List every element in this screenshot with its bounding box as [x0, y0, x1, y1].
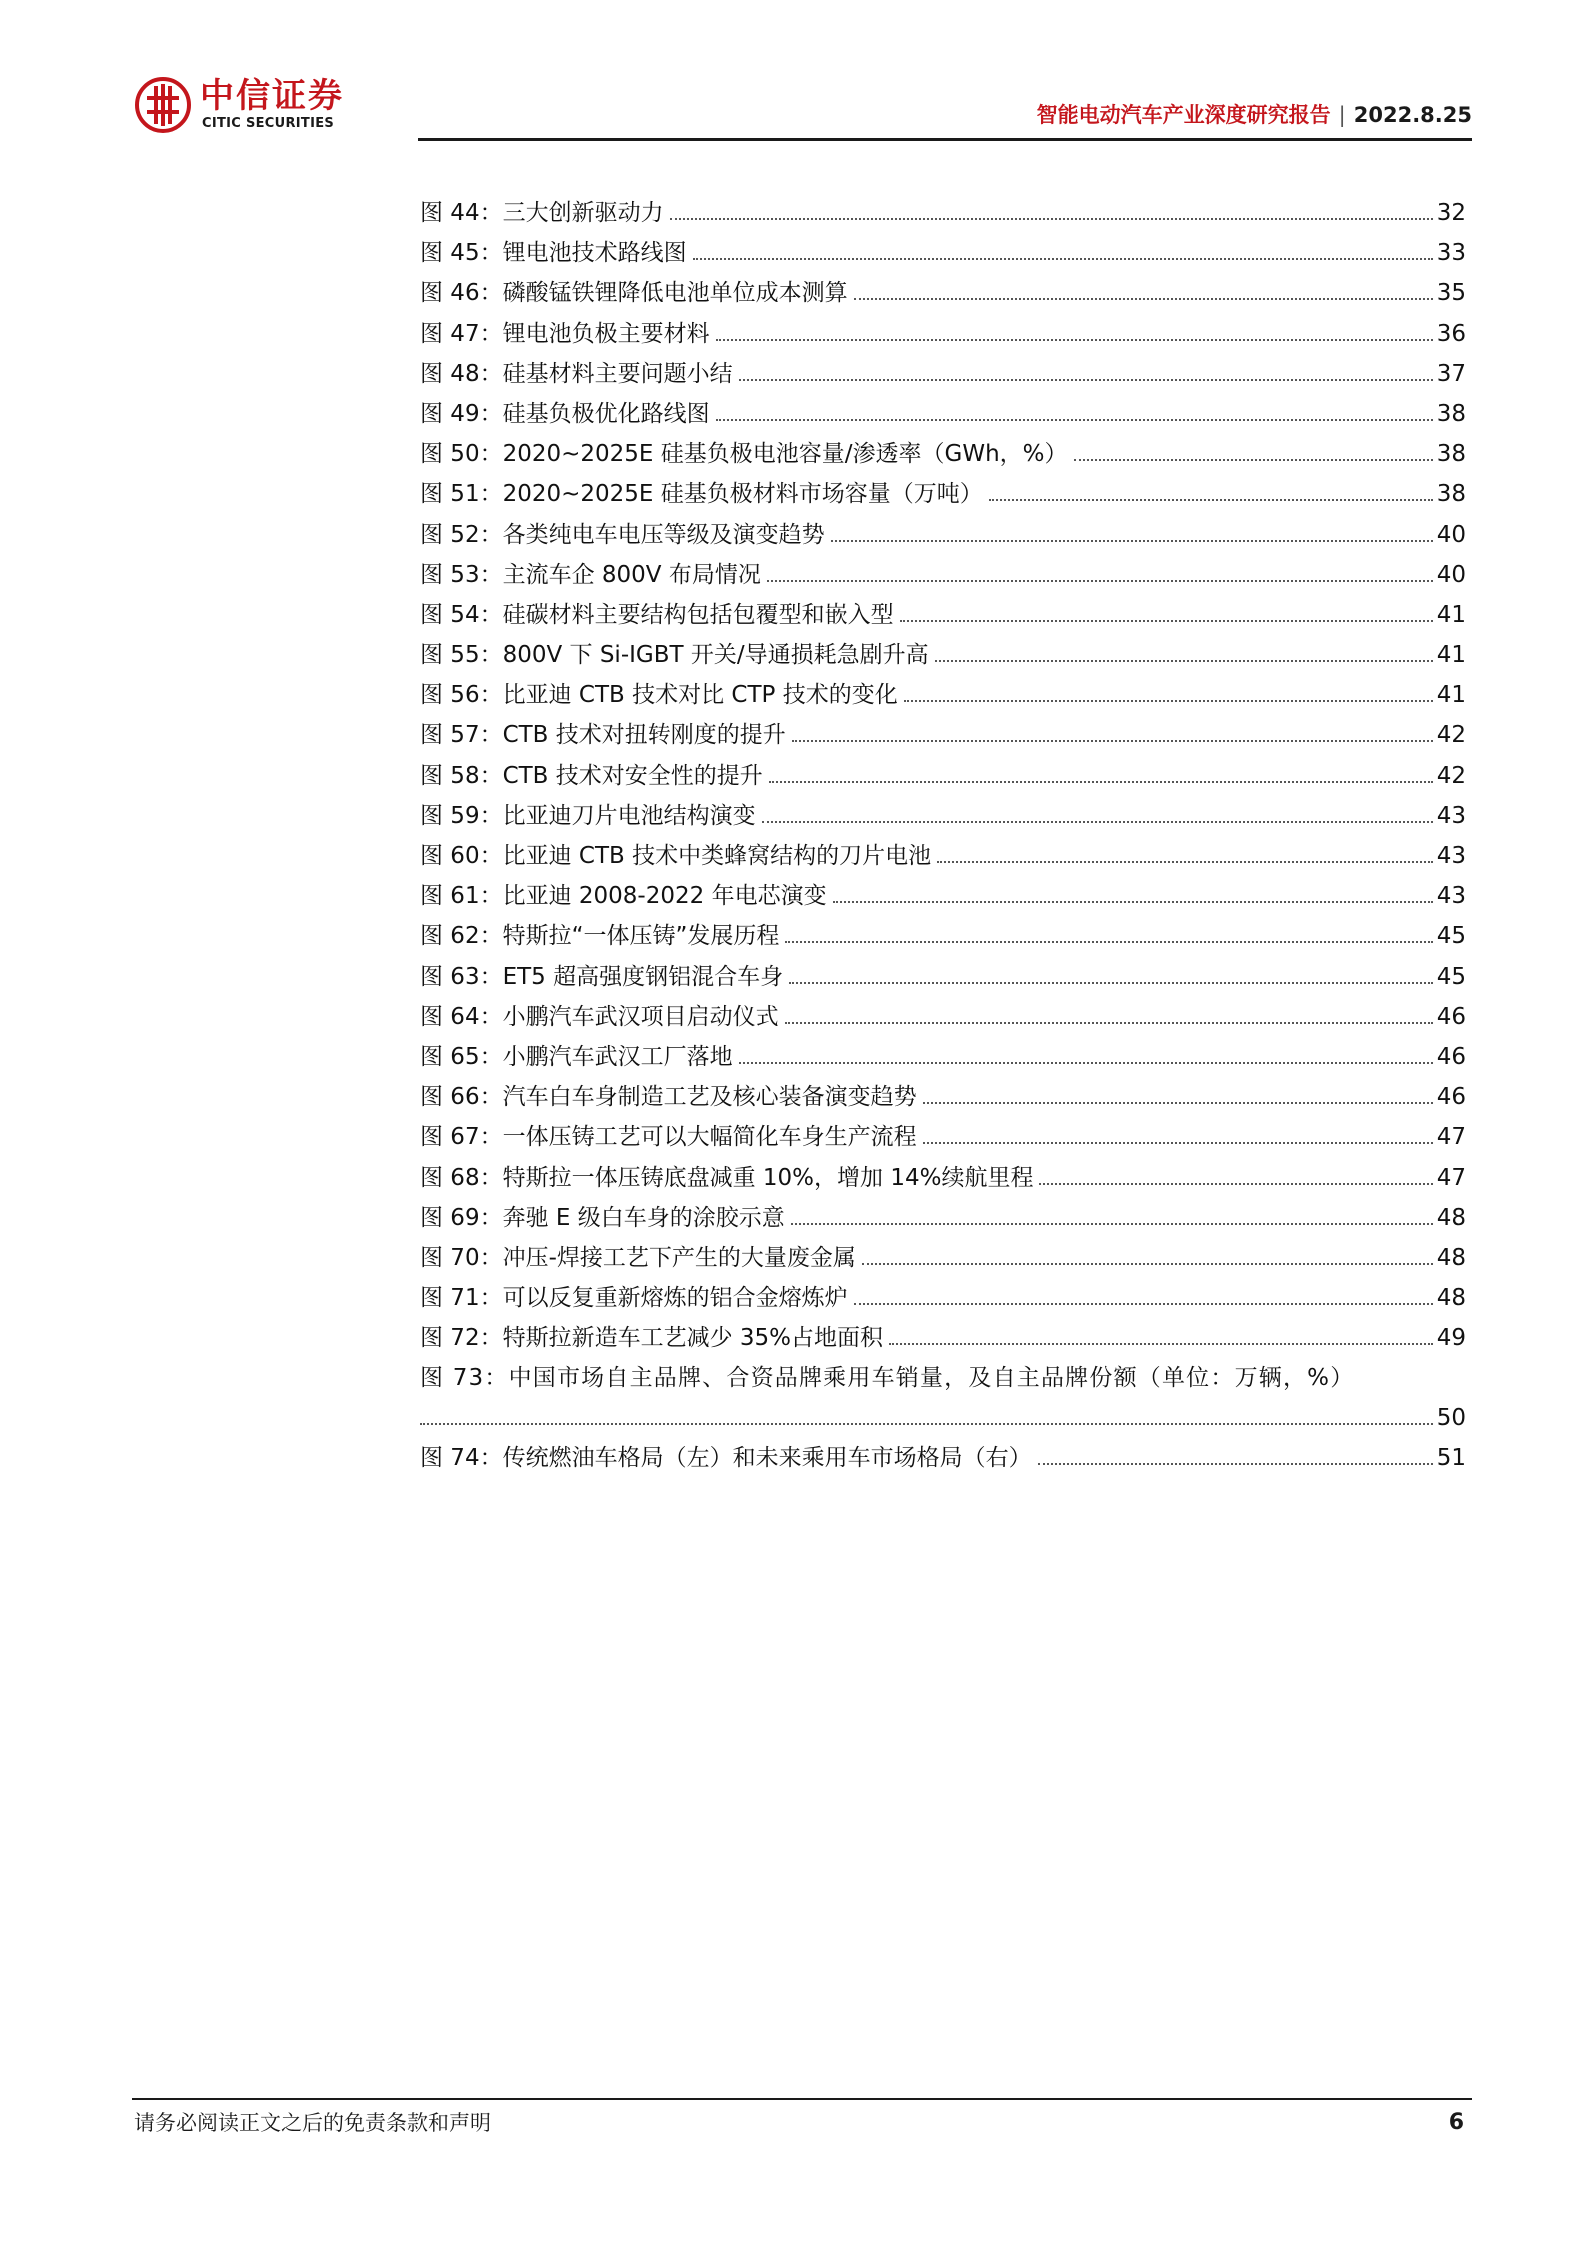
toc-entry-page: 40 — [1436, 521, 1466, 548]
toc-entry-label: 图 65：小鹏汽车武汉工厂落地 — [420, 1043, 733, 1070]
toc-entry-page: 41 — [1436, 601, 1466, 628]
toc-entry-page: 43 — [1436, 802, 1466, 829]
toc-entry[interactable] — [420, 1238, 1466, 1278]
toc-entry-page: 50 — [1436, 1405, 1466, 1432]
toc-entry-label: 图 57：CTB 技术对扭转刚度的提升 — [420, 722, 786, 749]
toc-entry[interactable] — [420, 314, 1466, 354]
toc-entry-label: 图 62：特斯拉“一体压铸”发展历程 — [420, 923, 780, 950]
header-report-info — [1037, 100, 1472, 130]
toc-entry[interactable] — [420, 756, 1466, 796]
citic-logo-icon — [134, 76, 192, 134]
toc-entry-label: 图 51：2020~2025E 硅基负极材料市场容量（万吨） — [420, 481, 983, 508]
header-separator: | — [1338, 103, 1346, 127]
toc-entry-label: 图 69：奔驰 E 级白车身的涂胶示意 — [420, 1204, 785, 1231]
toc-entry-continuation — [420, 1398, 1466, 1438]
toc-leader-dots — [833, 901, 1433, 903]
toc-leader-dots — [739, 1062, 1433, 1064]
toc-entry[interactable] — [420, 836, 1466, 876]
toc-entry-label: 图 54：硅碳材料主要结构包括包覆型和嵌入型 — [420, 601, 894, 628]
toc-entry-page: 38 — [1436, 400, 1466, 427]
toc-entry[interactable] — [420, 1318, 1466, 1358]
logo-english-name: CITIC SECURITIES — [202, 116, 335, 131]
report-title: 智能电动汽车产业深度研究报告 — [1036, 103, 1331, 127]
toc-entry-label: 图 60：比亚迪 CTB 技术中类蜂窝结构的刀片电池 — [420, 843, 932, 869]
toc-entry-page: 43 — [1436, 883, 1466, 910]
toc-leader-dots — [904, 700, 1433, 702]
toc-entry-page: 49 — [1436, 1325, 1466, 1352]
toc-entry-label: 图 68：特斯拉一体压铸底盘减重 10%，增加 14%续航里程 — [420, 1164, 1034, 1191]
toc-entry[interactable] — [420, 1278, 1466, 1318]
citic-logo — [132, 76, 372, 136]
toc-leader-dots — [739, 379, 1433, 381]
toc-entry-page: 45 — [1436, 923, 1466, 950]
toc-entry[interactable] — [420, 233, 1466, 273]
toc-entry-label: 图 73：中国市场自主品牌、合资品牌乘用车销量，及自主品牌份额（单位：万辆，%） — [420, 1365, 1355, 1392]
toc-leader-dots — [767, 580, 1433, 582]
toc-entry-page: 51 — [1436, 1445, 1466, 1472]
toc-entry-label: 图 66：汽车白车身制造工艺及核心装备演变趋势 — [420, 1084, 917, 1111]
toc-entry[interactable] — [420, 1438, 1466, 1478]
toc-entry-page: 32 — [1436, 200, 1466, 226]
toc-leader-dots — [785, 941, 1432, 943]
toc-entry[interactable] — [420, 876, 1466, 916]
toc-entry[interactable] — [420, 1198, 1466, 1238]
toc-entry-label: 图 53：主流车企 800V 布局情况 — [420, 561, 761, 588]
toc-entry-page: 35 — [1436, 280, 1466, 307]
toc-entry-page: 38 — [1436, 481, 1466, 508]
toc-entry[interactable] — [420, 394, 1466, 434]
toc-entry[interactable] — [420, 354, 1466, 394]
toc-leader-dots — [762, 821, 1433, 823]
toc-leader-dots — [854, 298, 1433, 300]
toc-entry-page: 33 — [1436, 240, 1466, 267]
toc-entry[interactable] — [420, 1117, 1466, 1157]
toc-leader-dots — [937, 861, 1433, 863]
toc-entry[interactable] — [420, 273, 1466, 313]
toc-entry-page: 41 — [1436, 642, 1466, 669]
toc-entry[interactable] — [420, 474, 1466, 514]
toc-entry[interactable] — [420, 635, 1466, 675]
toc-entry[interactable] — [420, 193, 1466, 233]
toc-leader-dots — [1038, 1463, 1433, 1465]
toc-leader-dots — [716, 419, 1433, 421]
toc-entry-page: 42 — [1436, 722, 1466, 749]
toc-leader-dots — [831, 540, 1433, 542]
toc-leader-dots — [785, 1022, 1433, 1024]
toc-leader-dots — [1074, 459, 1433, 461]
toc-entry-page: 38 — [1436, 441, 1466, 468]
toc-entry-label: 图 50：2020~2025E 硅基负极电池容量/渗透率（GWh，%） — [420, 441, 1068, 468]
toc-entry[interactable] — [420, 515, 1466, 555]
toc-entry-page: 47 — [1436, 1124, 1466, 1151]
toc-entry-page: 37 — [1436, 360, 1466, 387]
footer-divider — [132, 2098, 1472, 2100]
toc-leader-dots — [935, 660, 1433, 662]
toc-entry[interactable] — [420, 1158, 1466, 1198]
toc-leader-dots — [791, 1223, 1433, 1225]
toc-entry-label: 图 63：ET5 超高强度钢铝混合车身 — [420, 963, 784, 990]
toc-entry[interactable] — [420, 916, 1466, 956]
toc-entry[interactable] — [420, 1077, 1466, 1117]
toc-leader-dots — [693, 258, 1433, 260]
toc-entry-label: 图 52：各类纯电车电压等级及演变趋势 — [420, 521, 825, 548]
toc-entry-page: 48 — [1436, 1204, 1466, 1231]
toc-entry-page: 45 — [1436, 963, 1466, 990]
toc-leader-dots — [789, 982, 1433, 984]
toc-entry[interactable] — [420, 997, 1466, 1037]
toc-entry-page: 40 — [1436, 561, 1466, 588]
toc-leader-dots — [854, 1303, 1433, 1305]
toc-leader-dots — [862, 1263, 1433, 1265]
toc-leader-dots — [989, 499, 1433, 501]
toc-leader-dots — [792, 740, 1433, 742]
toc-entry[interactable] — [420, 796, 1466, 836]
toc-leader-dots — [716, 339, 1433, 341]
toc-entry[interactable] — [420, 957, 1466, 997]
toc-entry-label: 图 49：硅基负极优化路线图 — [420, 400, 710, 427]
logo-chinese-name: 中信证券 — [200, 76, 344, 116]
toc-entry-page: 46 — [1436, 1043, 1466, 1070]
toc-entry-page: 43 — [1436, 843, 1466, 869]
toc-entry-label: 图 58：CTB 技术对安全性的提升 — [420, 762, 763, 789]
toc-leader-dots — [670, 218, 1433, 220]
toc-leader-dots — [900, 620, 1433, 622]
toc-entry[interactable] — [420, 595, 1466, 635]
toc-entry-label: 图 47：锂电池负极主要材料 — [420, 320, 710, 347]
toc-entry-label: 图 46：磷酸锰铁锂降低电池单位成本测算 — [420, 280, 848, 307]
toc-leader-dots — [769, 781, 1433, 783]
toc-leader-dots — [889, 1343, 1433, 1345]
toc-leader-dots — [420, 1423, 1433, 1425]
toc-entry[interactable] — [420, 675, 1466, 715]
toc-entry[interactable] — [420, 434, 1466, 474]
toc-entry-page: 42 — [1436, 762, 1466, 789]
toc-entry-page: 36 — [1436, 320, 1466, 347]
toc-entry-label: 图 59：比亚迪刀片电池结构演变 — [420, 802, 756, 829]
toc-entry-page: 48 — [1436, 1285, 1466, 1312]
toc-entry-label: 图 48：硅基材料主要问题小结 — [420, 360, 733, 387]
toc-leader-dots — [1039, 1183, 1432, 1185]
toc-entry-label: 图 55：800V 下 Si-IGBT 开关/导通损耗急剧升高 — [420, 642, 929, 669]
toc-entry[interactable] — [420, 715, 1466, 755]
toc-entry-wrapped[interactable] — [420, 1358, 1466, 1438]
toc-entry-label: 图 44：三大创新驱动力 — [420, 200, 664, 226]
toc-entry-label: 图 70：冲压-焊接工艺下产生的大量废金属 — [420, 1244, 856, 1271]
toc-entry-label: 图 56：比亚迪 CTB 技术对比 CTP 技术的变化 — [420, 682, 898, 709]
toc-entry-label: 图 67：一体压铸工艺可以大幅简化车身生产流程 — [420, 1124, 917, 1151]
toc-leader-dots — [923, 1102, 1433, 1104]
footer-disclaimer: 请务必阅读正文之后的免责条款和声明 — [134, 2111, 491, 2135]
toc-entry[interactable] — [420, 555, 1466, 595]
toc-entry-page: 41 — [1436, 682, 1466, 709]
toc-entry-page: 48 — [1436, 1244, 1466, 1271]
toc-entry-label: 图 64：小鹏汽车武汉项目启动仪式 — [420, 1003, 779, 1030]
toc-entry-label: 图 71：可以反复重新熔炼的铝合金熔炼炉 — [420, 1285, 848, 1312]
header-divider — [418, 138, 1472, 141]
toc-entry-label: 图 61：比亚迪 2008-2022 年电芯演变 — [420, 883, 827, 910]
toc-entry[interactable] — [420, 1037, 1466, 1077]
toc-entry-label: 图 45：锂电池技术路线图 — [420, 240, 687, 267]
toc-entry-label: 图 74：传统燃油车格局（左）和未来乘用车市场格局（右） — [420, 1445, 1032, 1472]
toc-entry-page: 46 — [1436, 1003, 1466, 1030]
toc-entry-label: 图 72：特斯拉新造车工艺减少 35%占地面积 — [420, 1325, 884, 1352]
figure-list — [420, 193, 1466, 1479]
toc-leader-dots — [923, 1142, 1433, 1144]
page-number: 6 — [1448, 2110, 1464, 2135]
page-header — [132, 70, 1472, 142]
toc-entry-page: 47 — [1436, 1164, 1466, 1191]
report-date: 2022.8.25 — [1353, 103, 1472, 127]
toc-entry-page: 46 — [1436, 1084, 1466, 1111]
